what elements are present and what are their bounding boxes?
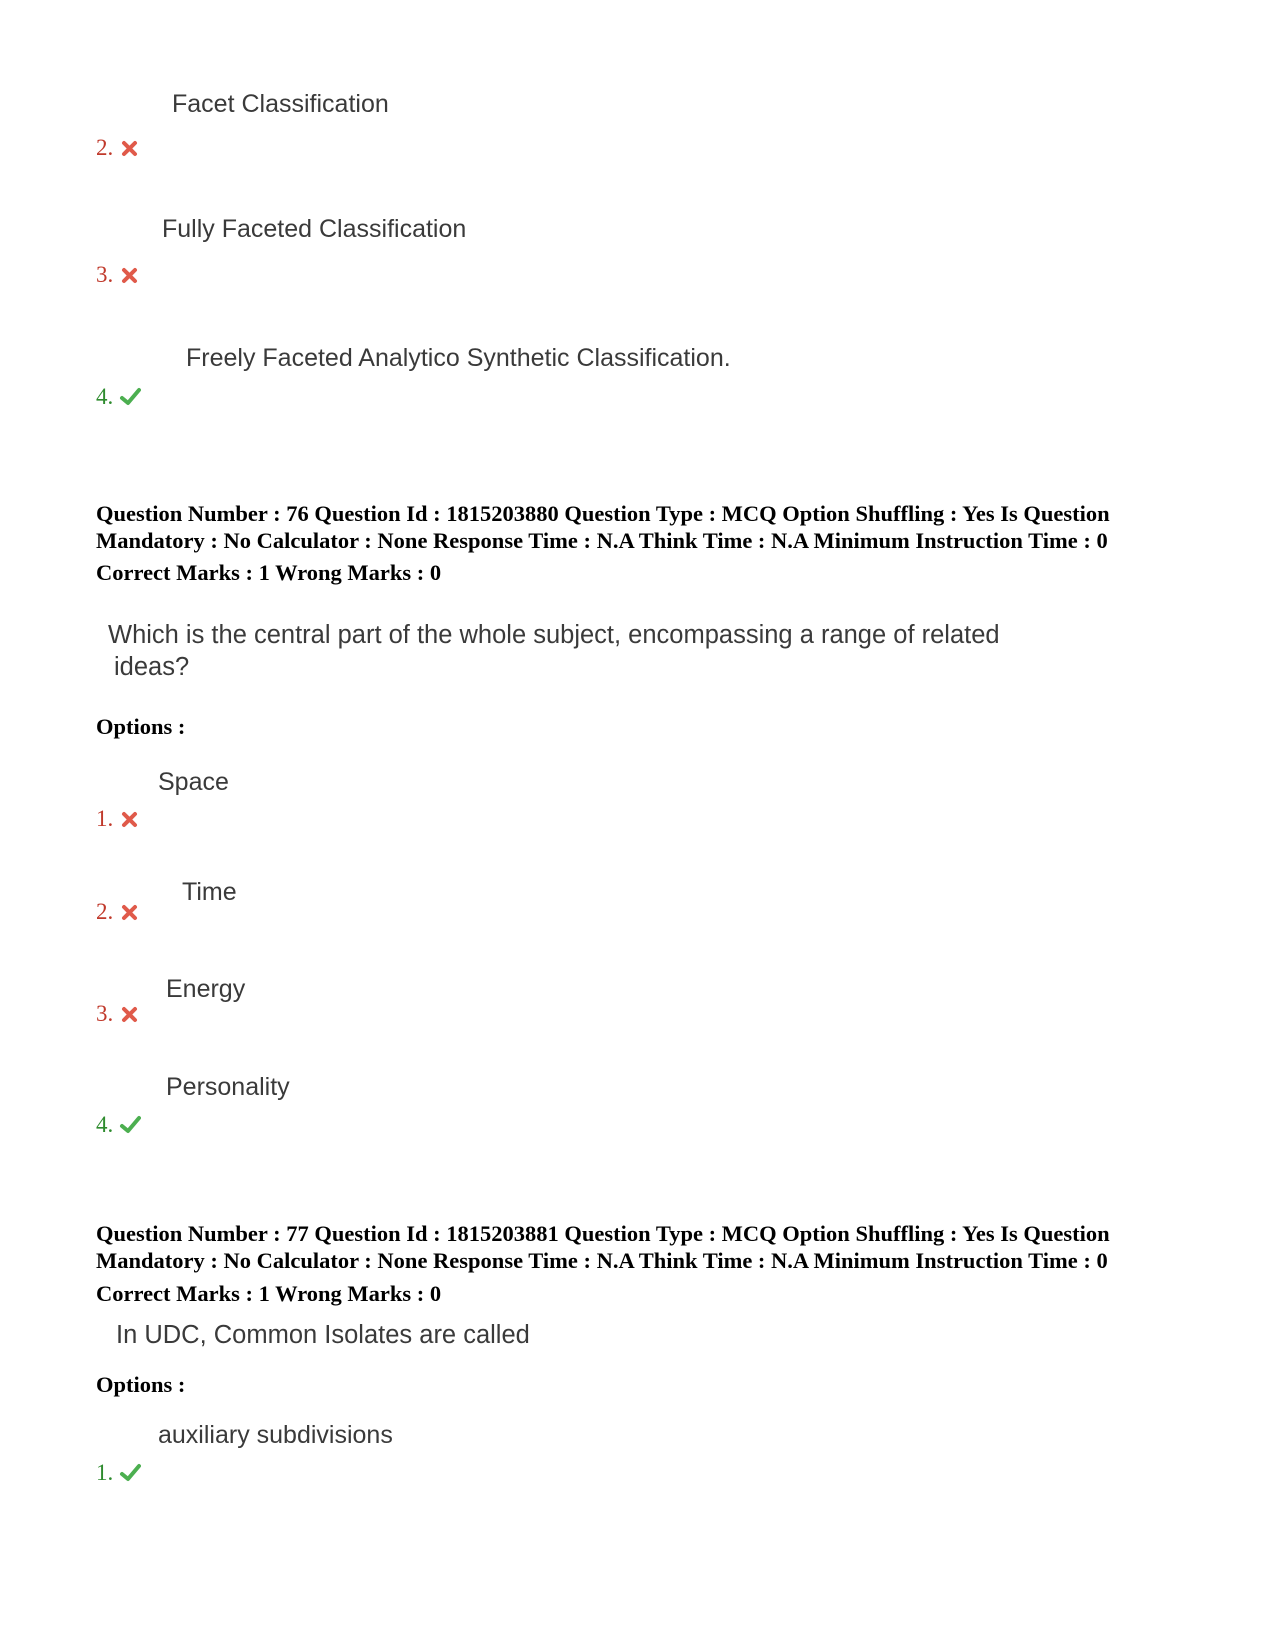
question-text-continued: ideas? — [114, 653, 190, 681]
option-number-correct — [96, 1460, 141, 1486]
options-label: Options : — [96, 1372, 186, 1397]
question-meta-line2: Mandatory : No Calculator : None Response Time : N.A Think Time : N.A Minimum Instruction Time : 0 — [96, 528, 1108, 553]
option-number: 1. — [96, 1460, 114, 1485]
option-number: 4. — [96, 384, 114, 409]
cross-icon — [119, 901, 141, 923]
cross-icon — [119, 137, 141, 159]
question-meta-line1: Question Number : 77 Question Id : 1815203881 Question Type : MCQ Option Shuffling : Yes Is Question — [96, 1221, 1110, 1246]
question-text: Which is the central part of the whole subject, encompassing a range of related — [108, 621, 1000, 649]
option-text: Facet Classification — [172, 90, 389, 118]
option-number: 3. — [96, 1001, 114, 1026]
cross-icon — [119, 808, 141, 830]
option-number-wrong — [96, 1001, 141, 1027]
option-text: Energy — [166, 975, 246, 1003]
option-number: 4. — [96, 1112, 114, 1137]
option-number: 2. — [96, 135, 114, 160]
check-icon — [119, 1462, 141, 1484]
option-text: Fully Faceted Classification — [162, 215, 467, 243]
option-number-wrong — [96, 806, 141, 832]
option-number-wrong — [96, 899, 141, 925]
options-label: Options : — [96, 714, 186, 739]
option-text: Personality — [166, 1073, 290, 1101]
question-marks: Correct Marks : 1 Wrong Marks : 0 — [96, 560, 442, 585]
option-number: 3. — [96, 262, 114, 287]
option-number: 1. — [96, 806, 114, 831]
option-number-wrong — [96, 135, 141, 161]
question-meta-line2: Mandatory : No Calculator : None Response Time : N.A Think Time : N.A Minimum Instruction Time : 0 — [96, 1248, 1108, 1273]
cross-icon — [119, 1003, 141, 1025]
cross-icon — [119, 264, 141, 286]
option-number-wrong — [96, 262, 141, 288]
check-icon — [119, 1114, 141, 1136]
option-text: Freely Faceted Analytico Synthetic Classification. — [186, 344, 731, 372]
option-text: auxiliary subdivisions — [158, 1421, 393, 1449]
question-text: In UDC, Common Isolates are called — [116, 1321, 530, 1349]
check-icon — [119, 386, 141, 408]
question-marks: Correct Marks : 1 Wrong Marks : 0 — [96, 1281, 442, 1306]
option-number-correct — [96, 1112, 141, 1138]
option-number: 2. — [96, 899, 114, 924]
option-number-correct — [96, 384, 141, 410]
option-text: Space — [158, 768, 229, 796]
option-text: Time — [182, 878, 237, 906]
question-meta-line1: Question Number : 76 Question Id : 1815203880 Question Type : MCQ Option Shuffling : Yes Is Question — [96, 501, 1110, 526]
